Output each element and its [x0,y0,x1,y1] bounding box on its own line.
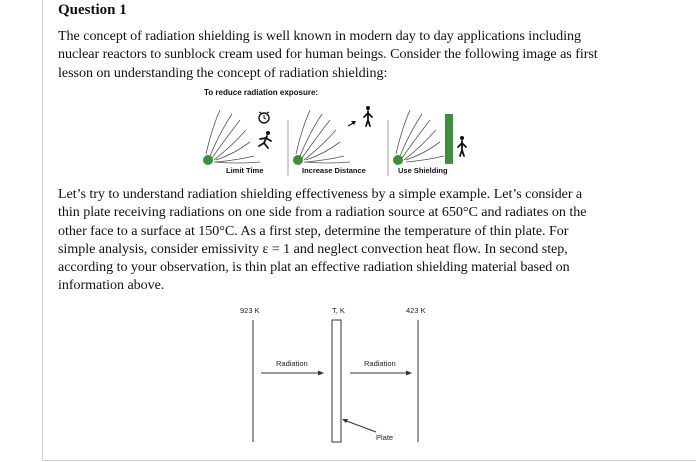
thin-plate-diagram [226,300,466,450]
plate-temp-label: T, K [332,306,345,315]
panel-label-increase-distance: Increase Distance [302,166,366,175]
arrow-right-icon [348,121,356,126]
paragraph-line: lesson on understanding the concept of radiation shielding: [58,64,388,81]
paragraph-line: information above. [58,277,165,294]
paragraph-line: Let’s try to understand radiation shielding effectiveness by a simple example. Let’s consider a [58,186,583,202]
paragraph-line: The concept of radiation shielding is well known in modern day to day applications including [58,28,582,44]
plate-pointer-arrow [342,419,376,432]
radiation-exposure-infographic [198,86,468,178]
radiation-arrow-right [350,371,412,376]
thin-plate [332,320,341,442]
intro-paragraph [58,27,598,82]
radiation-source-icon [393,155,403,165]
panel-label-limit-time: Limit Time [226,166,264,175]
paragraph-line: simple analysis, consider emissivity ε = 1 and neglect convection heat flow. In second step, [58,240,568,257]
paragraph-line: thin plate receiving radiations on one side from a radiation source at 650°C and radiates on the [58,204,587,221]
limit-time-panel-art [206,110,260,163]
paragraph-line: according to your observation, is thin plat an effective radiation shielding material based on [58,259,570,276]
infographic-title: To reduce radiation exposure: [204,88,319,97]
alarm-clock-icon [259,112,269,123]
use-shielding-panel-art [396,110,444,162]
radiation-label-right: Radiation [364,359,396,368]
standing-person-icon [364,106,372,126]
paragraph-line: nuclear reactors to sunblock cream used for human beings. Consider the following image as first [58,46,598,63]
radiation-source-icon [293,155,303,165]
panel-label-use-shielding: Use Shielding [398,166,448,175]
radiation-arrow-left [261,371,324,376]
increase-distance-panel-art [296,110,350,163]
problem-paragraph [58,185,586,295]
diagram-lines [226,300,466,450]
standing-person-icon [458,136,466,156]
right-surface-temp-label: 423 K [406,306,426,315]
shield-wall-icon [445,114,453,164]
paragraph-line: other face to a surface at 150°C. As a first step, determine the temperature of thin plate. For [58,222,569,239]
plate-label: Plate [376,433,394,442]
question-heading: Question 1 [58,2,127,18]
left-surface-temp-label: 923 K [240,306,260,315]
radiation-source-icon [203,155,213,165]
running-person-icon [259,131,271,148]
radiation-label-left: Radiation [276,359,308,368]
